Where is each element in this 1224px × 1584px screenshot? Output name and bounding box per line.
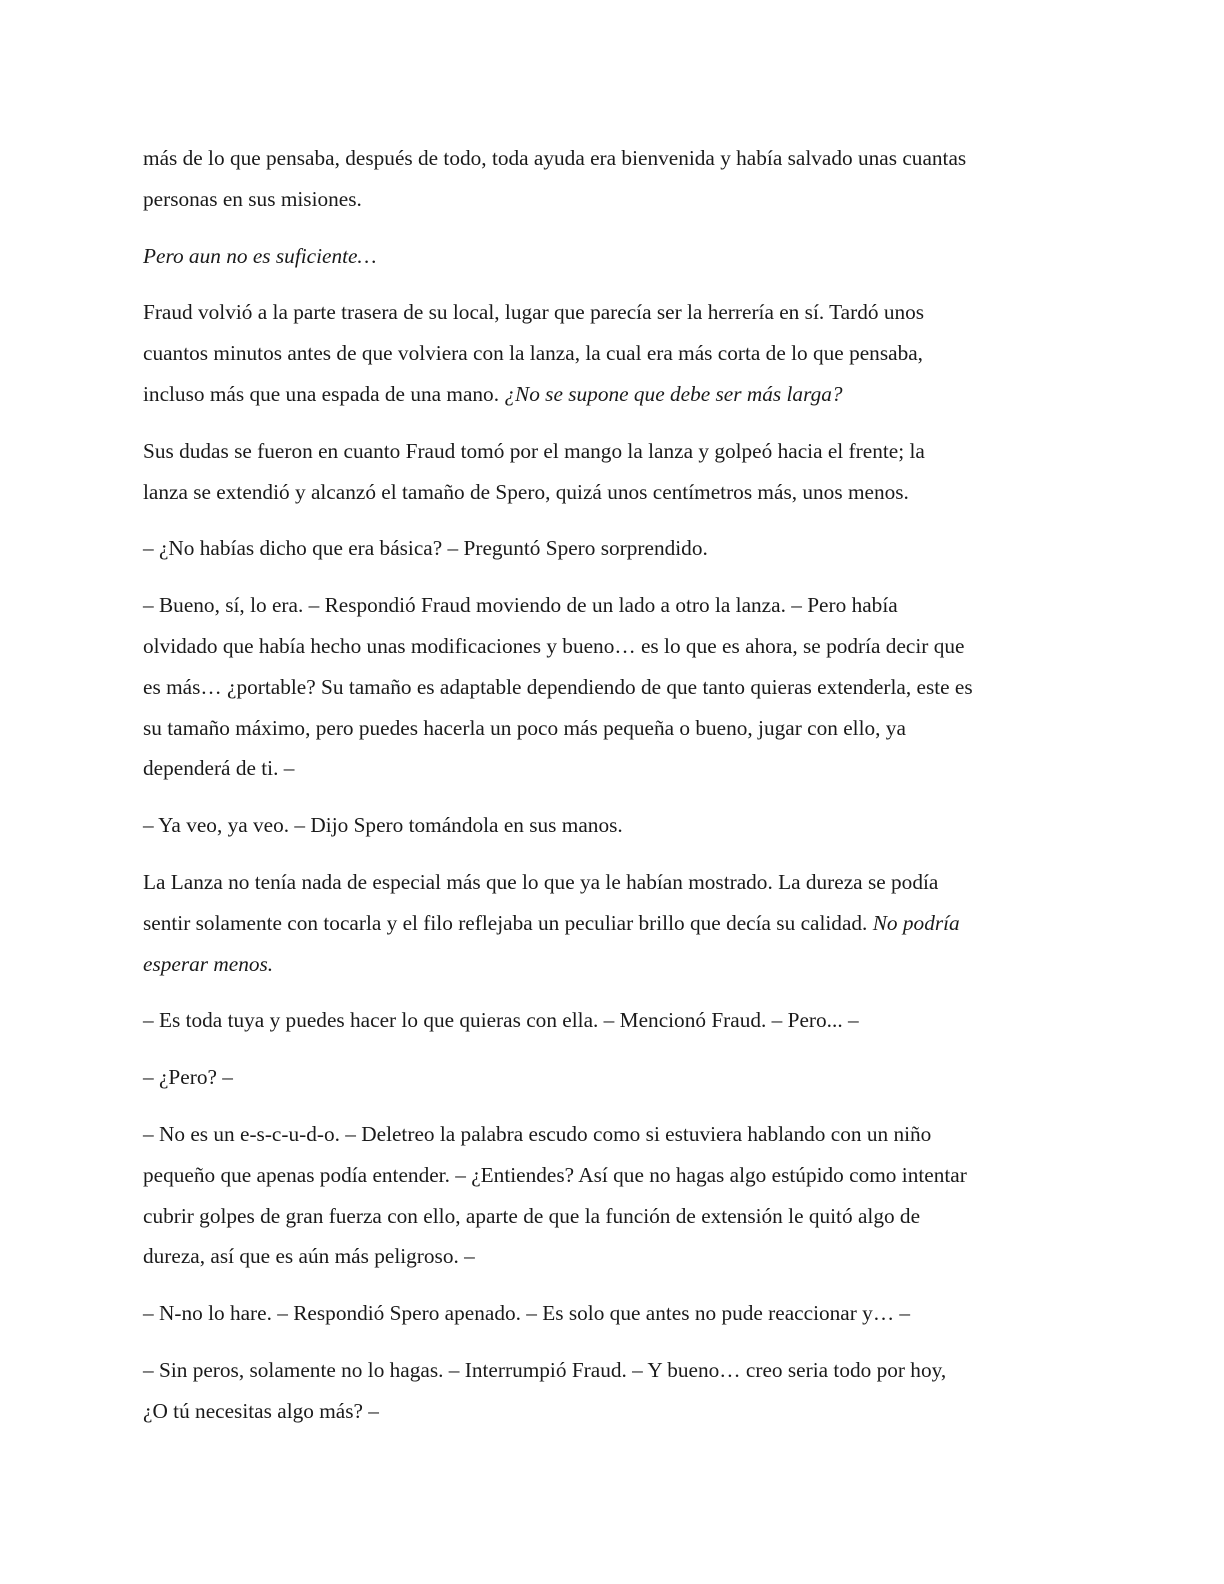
text-line (143, 1236, 1073, 1277)
text-run: ¿O tú necesitas algo más? – (143, 1398, 379, 1423)
italic-text-run: Pero aun no es suficiente… (143, 243, 377, 268)
text-run: dureza, así que es aún más peligroso. – (143, 1244, 475, 1269)
text-run: Sus dudas se fueron en cuanto Fraud tomó por el mango la lanza y golpeó hacia el frente; la (143, 438, 925, 463)
text-line (143, 374, 1073, 415)
text-run: sentir solamente con tocarla y el filo reflejaba un peculiar brillo que decía su calidad. (143, 910, 873, 935)
text-line (143, 626, 1073, 667)
paragraph (143, 1114, 1073, 1277)
text-run: – ¿No habías dicho que era básica? – Preguntó Spero sorprendido. (143, 536, 708, 561)
text-line (143, 944, 1073, 985)
text-line (143, 667, 1073, 708)
text-run: – Sin peros, solamente no lo hagas. – Interrumpió Fraud. – Y bueno… creo seria todo por hoy, (143, 1357, 947, 1382)
text-run: personas en sus misiones. (143, 186, 362, 211)
italic-text-run: esperar menos. (143, 951, 274, 976)
text-run: – Bueno, sí, lo era. – Respondió Fraud moviendo de un lado a otro la lanza. – Pero había (143, 593, 898, 618)
text-run: Fraud volvió a la parte trasera de su local, lugar que parecía ser la herrería en sí. Tardó unos (143, 300, 925, 325)
paragraph (143, 805, 1073, 846)
text-run: pequeño que apenas podía entender. – ¿Entiendes? Así que no hagas algo estúpido como intentar (143, 1162, 967, 1187)
text-line (143, 333, 1073, 374)
text-run: – Ya veo, ya veo. – Dijo Spero tomándola en sus manos. (143, 813, 623, 838)
text-line (143, 1196, 1073, 1237)
text-line (143, 1114, 1073, 1155)
text-line (143, 472, 1073, 513)
italic-text-run: ¿No se supone que debe ser más larga? (504, 381, 843, 406)
text-line (143, 179, 1073, 220)
text-line (143, 1391, 1073, 1432)
text-run: – Es toda tuya y puedes hacer lo que quieras con ella. – Mencionó Fraud. – Pero... – (143, 1008, 859, 1033)
text-line (143, 1000, 1073, 1041)
text-run: – No es un e-s-c-u-d-o. – Deletreo la palabra escudo como si estuviera hablando con un niño (143, 1121, 932, 1146)
document-page (143, 138, 1073, 1448)
text-run: incluso más que una espada de una mano. (143, 381, 505, 406)
text-line (143, 528, 1073, 569)
paragraph (143, 1293, 1073, 1334)
text-line (143, 1293, 1073, 1334)
paragraph (143, 1057, 1073, 1098)
text-line (143, 431, 1073, 472)
text-run: La Lanza no tenía nada de especial más que lo que ya le habían mostrado. La dureza se podía (143, 869, 939, 894)
paragraph (143, 1000, 1073, 1041)
text-run: lanza se extendió y alcanzó el tamaño de Spero, quizá unos centímetros más, unos menos. (143, 479, 909, 504)
paragraph (143, 585, 1073, 789)
italic-text-run: No podría (872, 910, 960, 935)
text-line (143, 585, 1073, 626)
paragraph (143, 292, 1073, 414)
text-line (143, 903, 1073, 944)
paragraph (143, 862, 1073, 984)
paragraph (143, 236, 1073, 277)
text-run: cuantos minutos antes de que volviera con la lanza, la cual era más corta de lo que pensaba, (143, 341, 923, 366)
text-run: más de lo que pensaba, después de todo, toda ayuda era bienvenida y había salvado unas cuantas (143, 146, 967, 170)
paragraph (143, 138, 1073, 220)
text-line (143, 292, 1073, 333)
text-run: dependerá de ti. – (143, 756, 295, 781)
paragraph (143, 528, 1073, 569)
paragraph (143, 1350, 1073, 1432)
text-run: – N-no lo hare. – Respondió Spero apenado. – Es solo que antes no pude reaccionar y… – (143, 1301, 911, 1326)
text-run: – ¿Pero? – (143, 1065, 233, 1090)
text-line (143, 708, 1073, 749)
text-run: su tamaño máximo, pero puedes hacerla un poco más pequeña o bueno, jugar con ello, ya (143, 715, 906, 740)
text-line (143, 862, 1073, 903)
text-line (143, 1350, 1073, 1391)
text-line (143, 805, 1073, 846)
text-line (143, 236, 1073, 277)
text-line (143, 138, 1073, 179)
paragraph (143, 431, 1073, 513)
text-line (143, 1057, 1073, 1098)
text-run: olvidado que había hecho unas modificaciones y bueno… es lo que es ahora, se podría decir que (143, 633, 965, 658)
text-line (143, 748, 1073, 789)
text-run: es más… ¿portable? Su tamaño es adaptable dependiendo de que tanto quieras extenderla, este es (143, 674, 973, 699)
text-run: cubrir golpes de gran fuerza con ello, aparte de que la función de extensión le quitó algo de (143, 1203, 921, 1228)
text-line (143, 1155, 1073, 1196)
